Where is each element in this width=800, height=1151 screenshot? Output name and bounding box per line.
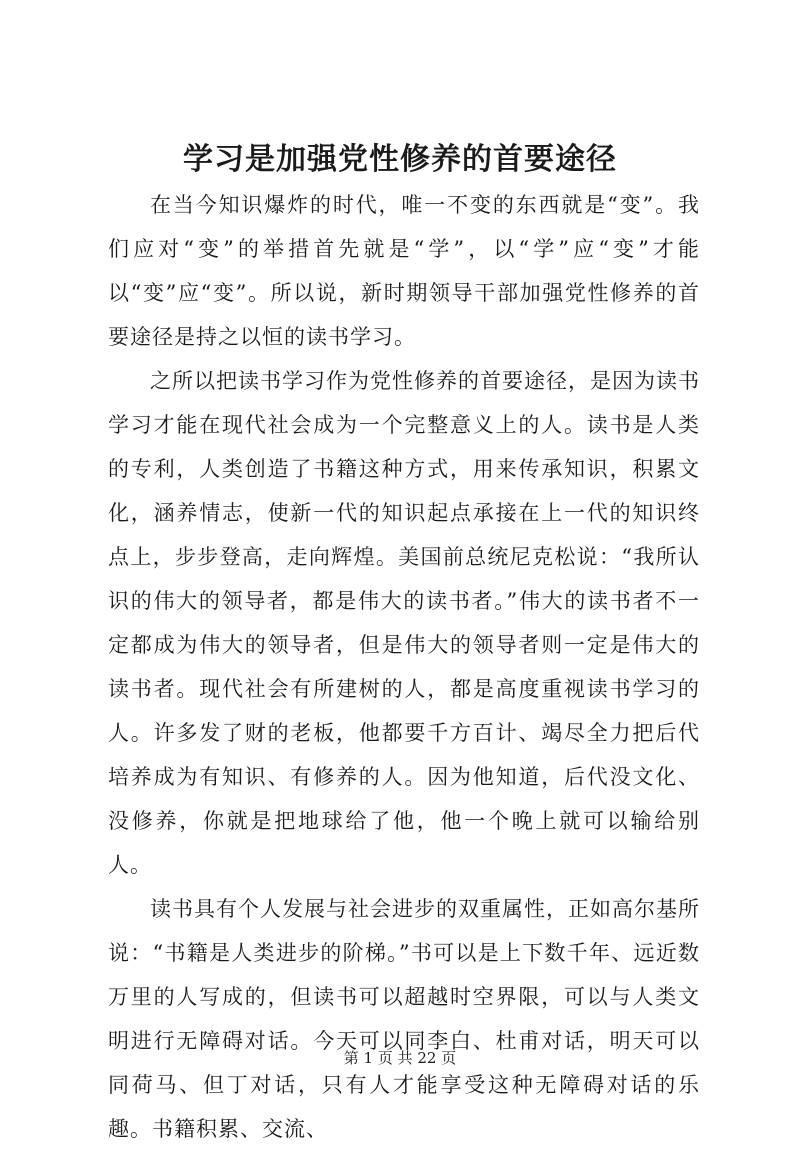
paragraph-1: 在当今知识爆炸的时代，唯一不变的东西就是“变”。我们应对“变”的举措首先就是“学”，以“学”应“变”才能以“变”应“变”。所以说，新时期领导干部加强党性修养的首要途径是持之以恒的读书学习。 — [108, 193, 700, 349]
paragraph-3: 读书具有个人发展与社会进步的双重属性，正如高尔基所说：“书籍是人类进步的阶梯。”书可以是上下数千年、远近数万里的人写成的，但读书可以超越时空界限，可以与人类文明进行无障碍对话。今天可以同李白、杜甫对话，明天可以同荷马、但丁对话，只有人才能享受这种无障碍对话的乐趣。书籍积累、交流、 — [108, 897, 700, 1141]
paragraph-2: 之所以把读书学习作为党性修养的首要途径，是因为读书学习才能在现代社会成为一个完整意义上的人。读书是人类的专利，人类创造了书籍这种方式，用来传承知识，积累文化，涵养情志，使新一代的知识起点承接在上一代的知识终点上，步步登高，走向辉煌。美国前总统尼克松说：“我所认识的伟大的领导者，都是伟大的读书者。”伟大的读书者不一定都成为伟大的领导者，但是伟大的领导者则一定是伟大的读书者。现代社会有所建树的人，都是高度重视读书学习的人。许多发了财的老板，他都要千方百计、竭尽全力把后代培养成为有知识、有修养的人。因为他知道，后代没文化、没修养，你就是把地球给了他，他一个晚上就可以输给别人。 — [108, 369, 700, 877]
page-number-footer: 第 1 页 共 22 页 — [343, 1049, 457, 1067]
document-body — [108, 183, 700, 1151]
document-title: 学习是加强党性修养的首要途径 — [183, 142, 617, 177]
